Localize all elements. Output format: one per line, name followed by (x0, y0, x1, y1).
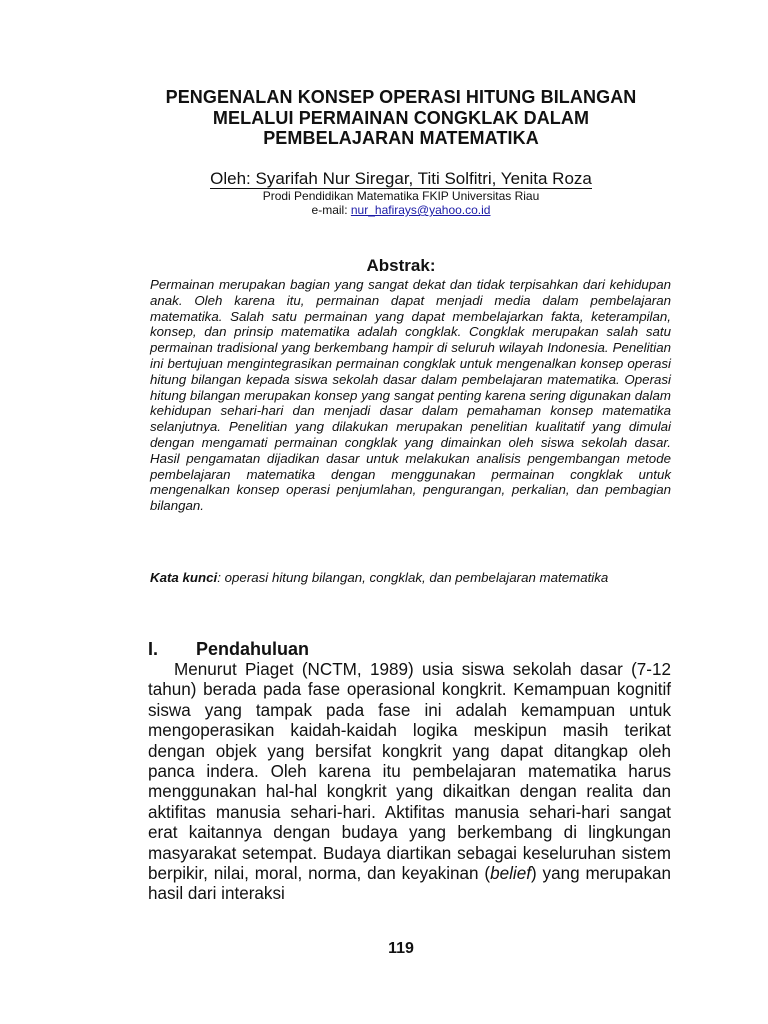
keywords (150, 570, 671, 586)
intro-italic-term: belief (490, 864, 531, 884)
section-number: I. (148, 639, 159, 659)
introduction-paragraph (148, 660, 671, 905)
keywords-label: Kata kunci (150, 570, 218, 585)
section-heading (148, 639, 309, 659)
intro-text-1: Menurut Piaget (NCTM, 1989) usia siswa sekolah dasar (7-12 tahun) berada pada fase operasional kongkrit. Kemampuan kognitif siswa yang tampak pada fase ini adalah kemampuan untuk mengoperasikan kaidah-kaidah logika meskipun masih terikat dengan objek yang bersifat kongkrit yang dapat ditangkap oleh panca indera. Oleh karena itu pembelajaran matematika harus menggunakan hal-hal kongkrit yang dikaitkan dengan realita dan aktifitas manusia sehari-hari. Aktifitas manusia sehari-hari sangat erat kaitannya dengan budaya yang berkembang di lingkungan masyarakat setempat. Budaya diartikan sebagai keseluruhan sistem berpikir, nilai, moral, norma, dan keyakinan ( (148, 660, 671, 884)
paper-title (130, 87, 672, 149)
authors-text: Oleh: Syarifah Nur Siregar, Titi Solfitri, Yenita Roza (210, 169, 592, 188)
title-line-2: MELALUI PERMAINAN CONGKLAK DALAM (212, 107, 590, 128)
affiliation: Prodi Pendidikan Matematika FKIP Universitas Riau (262, 189, 540, 203)
email-line (130, 203, 672, 217)
keywords-text: : operasi hitung bilangan, congklak, dan pembelajaran matematika (217, 570, 609, 585)
email-label: e-mail: (311, 203, 351, 217)
abstract-heading: Abstrak: (366, 256, 436, 275)
email-link[interactable]: nur_hafirays@yahoo.co.id (350, 203, 491, 217)
title-line-1: PENGENALAN KONSEP OPERASI HITUNG BILANGAN (165, 87, 637, 107)
intro-text-2: ) yang merupakan hasil dari interaksi (148, 864, 671, 904)
page-number: 119 (388, 940, 414, 957)
title-line-3: PEMBELAJARAN MATEMATIKA (263, 128, 539, 148)
author-line (130, 169, 672, 189)
abstract-body: Permainan merupakan bagian yang sangat dekat dan tidak terpisahkan dari kehidupan anak. Oleh karena itu, permainan dapat menjadi media dalam pembelajaran matematika. Salah satu permainan yang dapat membelajarkan fakta, keterampilan, konsep, dan prinsip matematika adalah congklak. Congklak merupakan salah satu permainan tradisional yang berkembang hampir di seluruh wilayah Indonesia. Penelitian ini bertujuan mengintegrasikan permainan congklak untuk mengenalkan konsep operasi hitung bilangan kepada siswa sekolah dasar dalam pembelajaran matematika. Operasi hitung bilangan merupakan konsep yang sangat penting karena sering digunakan dalam kehidupan sehari-hari dan menjadi dasar dalam pemahaman konsep matematika selanjutnya. Penelitian yang dilakukan merupakan penelitian kualitatif yang dimulai dengan mengamati permainan congklak yang dimainkan oleh siswa sekolah dasar. Hasil pengamatan dijadikan dasar untuk melakukan analisis pengembangan metode pembelajaran matematika dengan menggunakan permainan congklak untuk mengenalkan konsep operasi penjumlahan, pengurangan, perkalian, dan pembagian bilangan. (150, 277, 671, 514)
section-title: Pendahuluan (196, 639, 310, 659)
